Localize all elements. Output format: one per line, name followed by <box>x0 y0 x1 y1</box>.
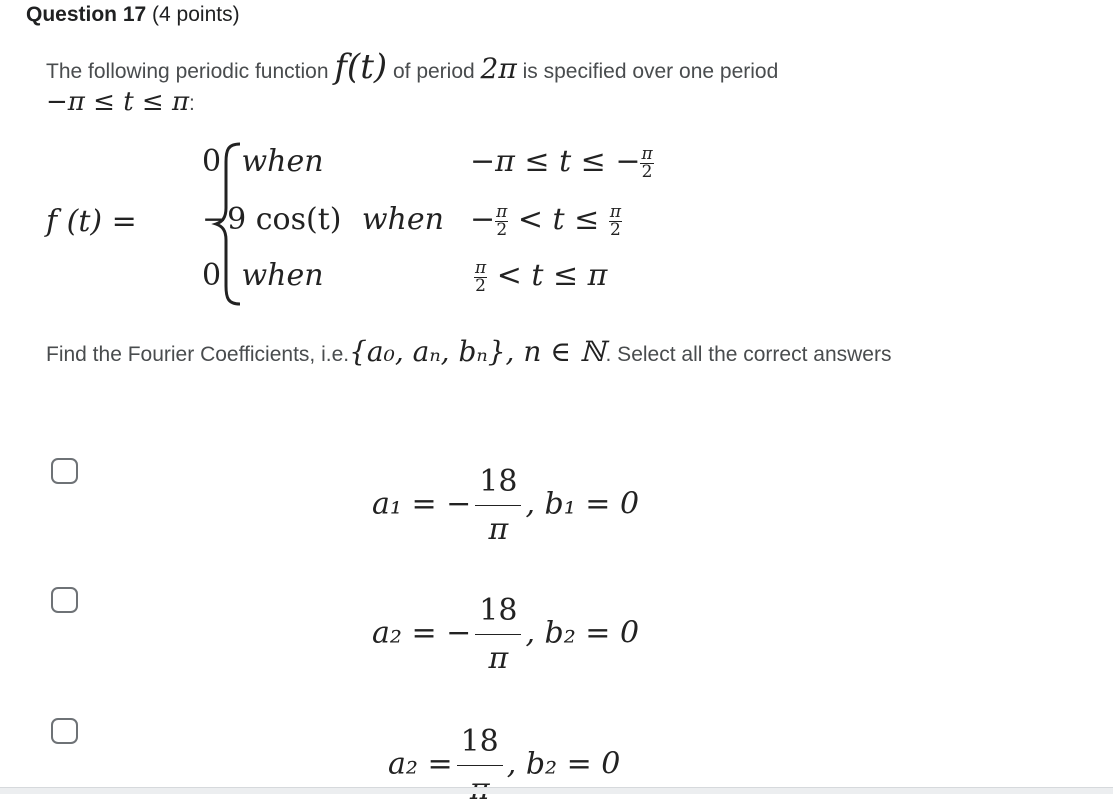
row-2-frac2-den: 2 <box>609 219 621 240</box>
row-1-value: 0 <box>202 144 222 179</box>
question-number: Question 17 <box>26 3 147 26</box>
question-text-b: . Select all the correct answers <box>605 343 892 366</box>
answer-option-3[interactable] <box>48 718 1048 788</box>
intro-text-b: of period <box>392 60 475 83</box>
intro-function: f(t) <box>334 47 388 87</box>
answer-option-2[interactable] <box>48 587 1048 697</box>
option-2-numerator: 18 <box>475 593 521 635</box>
row-3-frac-den: 2 <box>475 275 486 296</box>
intro-text <box>46 47 1046 119</box>
option-3-rest: , b₂ = 0 <box>506 746 621 782</box>
option-1-rest: , b₁ = 0 <box>525 486 640 522</box>
intro-text-c: is specified over one period <box>522 60 779 83</box>
row-1-frac-den: 2 <box>641 161 653 182</box>
option-1-numerator: 18 <box>475 464 521 506</box>
row-3-value: 0 <box>202 258 222 293</box>
row-3-frac-num: π <box>475 257 487 278</box>
row-2-word: when <box>361 202 444 237</box>
row-2-frac2-num: π <box>609 201 621 222</box>
option-1-expression <box>372 464 639 547</box>
row-2-cond-mid: < t ≤ <box>508 202 609 237</box>
row-3-condition <box>474 258 607 295</box>
question-text-a: Find the Fourier Coefficients, i.e. <box>46 343 350 366</box>
row-1-word: when <box>241 144 324 179</box>
option-2-expression <box>372 593 639 676</box>
row-2-frac-den: 2 <box>496 219 508 240</box>
question-points: (4 points) <box>152 3 240 26</box>
row-3-word: when <box>241 258 324 293</box>
piecewise-definition <box>46 138 746 308</box>
row-1-condition <box>470 144 654 181</box>
option-3-lhs: a₂ = <box>388 746 453 782</box>
row-3-cond-mid: < t ≤ π <box>487 258 608 293</box>
row-2-cond-pre: − <box>470 202 496 237</box>
option-2-rest: , b₂ = 0 <box>525 615 640 651</box>
coefficient-set: {a₀, aₙ, bₙ}, n ∈ ℕ <box>349 335 606 368</box>
row-1-cond-pre: −π ≤ t ≤ − <box>470 144 641 179</box>
bottom-scroll-bar[interactable] <box>0 787 1113 794</box>
question-prompt <box>46 336 1046 371</box>
option-3-expression <box>388 724 620 807</box>
intro-interval: −π ≤ t ≤ π <box>46 87 190 117</box>
piecewise-row-1 <box>202 144 324 179</box>
intro-text-a: The following periodic function <box>46 60 329 83</box>
piecewise-row-2 <box>202 202 444 237</box>
option-1-checkbox[interactable] <box>51 458 78 484</box>
answer-option-1[interactable] <box>48 458 1048 568</box>
piecewise-row-3 <box>202 258 324 293</box>
intro-period: 2π <box>480 52 517 85</box>
intro-colon: : <box>189 92 195 115</box>
option-3-checkbox[interactable] <box>51 718 78 744</box>
option-2-denominator: π <box>488 641 509 676</box>
row-2-value: −9 cos(t) <box>202 202 342 237</box>
option-1-denominator: π <box>488 512 509 547</box>
row-1-frac-num: π <box>641 143 653 164</box>
row-2-frac-num: π <box>496 201 508 222</box>
question-header <box>26 3 240 27</box>
piecewise-lhs: f (t) = <box>46 204 137 239</box>
option-3-numerator: 18 <box>457 724 503 766</box>
option-2-checkbox[interactable] <box>51 587 78 613</box>
option-2-lhs: a₂ = − <box>372 615 472 651</box>
option-1-lhs: a₁ = − <box>372 486 472 522</box>
row-2-condition <box>470 202 622 239</box>
